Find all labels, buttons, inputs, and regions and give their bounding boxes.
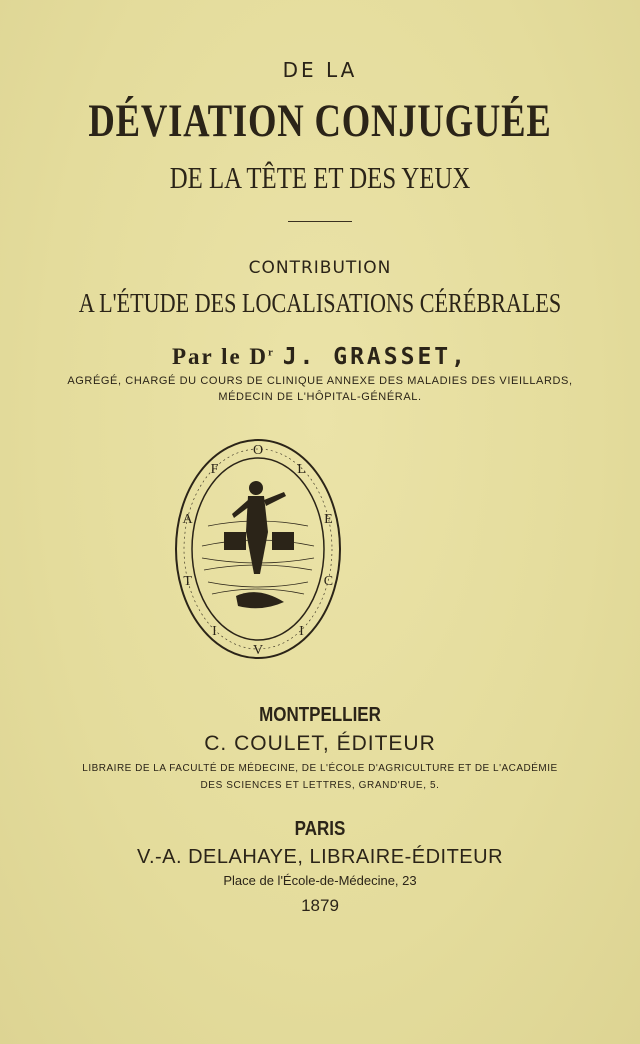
seal-letter: A bbox=[182, 512, 193, 528]
imprint-city-2: PARIS bbox=[294, 818, 346, 840]
seal-letter: C bbox=[323, 573, 334, 589]
seal-letter: I bbox=[299, 623, 304, 639]
seal-letter: O bbox=[252, 443, 264, 458]
imprint-address: Place de l'École-de-Médecine, 23 bbox=[223, 873, 417, 888]
pre-title: DE LA bbox=[282, 58, 358, 82]
printer-seal-icon bbox=[172, 436, 344, 662]
seal-letter: I bbox=[212, 623, 217, 639]
book-subtitle: DE LA TÊTE ET DES YEUX bbox=[169, 160, 471, 195]
author-credentials-1: AGRÉGÉ, CHARGÉ DU COURS DE CLINIQUE ANNEXE DES MALADIES DES VIEILLARDS, bbox=[67, 375, 573, 387]
book-title: DÉVIATION CONJUGUÉE bbox=[88, 95, 552, 147]
imprint-publisher-1-desc-1: LIBRAIRE DE LA FACULTÉ DE MÉDECINE, DE L'ÉCOLE D'AGRICULTURE ET DE L'ACADÉMIE bbox=[82, 763, 558, 774]
seal-letter: V bbox=[252, 643, 264, 658]
title-divider bbox=[288, 221, 352, 222]
author-line bbox=[0, 344, 640, 370]
seal-letter: E bbox=[324, 512, 333, 528]
imprint-city-1: MONTPELLIER bbox=[259, 704, 381, 726]
contribution-topic: A L'ÉTUDE DES LOCALISATIONS CÉRÉBRALES bbox=[78, 288, 562, 318]
author-name: J. GRASSET, bbox=[282, 344, 469, 370]
author-prefix: Par le D bbox=[171, 344, 269, 369]
contribution-heading: CONTRIBUTION bbox=[248, 258, 392, 278]
author-credentials-2: MÉDECIN DE L'HÔPITAL-GÉNÉRAL. bbox=[218, 391, 422, 403]
imprint-publisher-1-desc-2: DES SCIENCES ET LETTRES, GRAND'RUE, 5. bbox=[200, 780, 440, 791]
seal-letter: L bbox=[297, 462, 306, 478]
seal-letter: T bbox=[183, 573, 192, 589]
imprint-publisher-1: C. COULET, ÉDITEUR bbox=[204, 732, 436, 755]
imprint-year: 1879 bbox=[301, 896, 339, 915]
seal-letter: F bbox=[210, 462, 219, 478]
author-prefix-sup: r bbox=[268, 346, 275, 359]
imprint-publisher-2: V.-A. DELAHAYE, LIBRAIRE-ÉDITEUR bbox=[136, 846, 504, 868]
